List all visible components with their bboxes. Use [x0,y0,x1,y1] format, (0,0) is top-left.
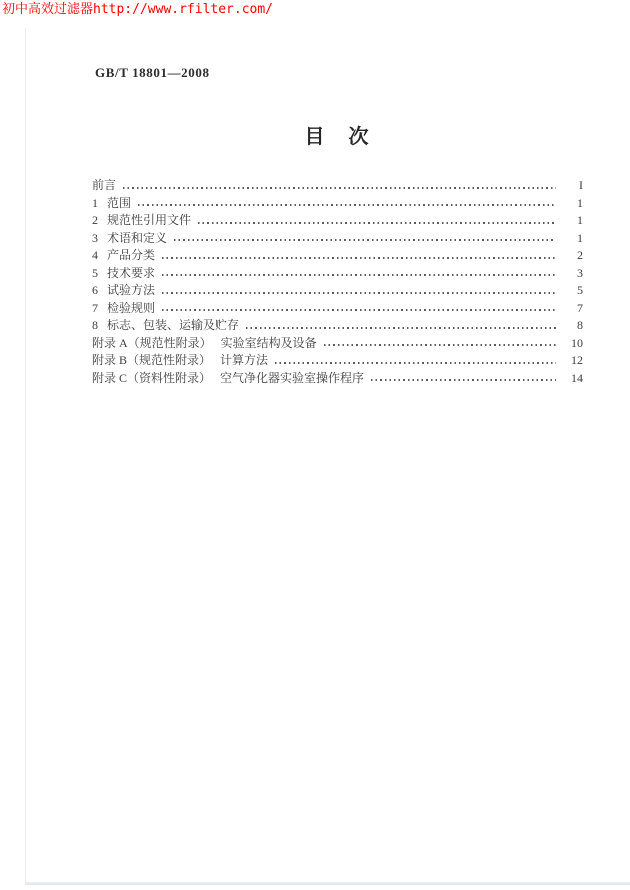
toc-entry-number: 7 [92,300,98,315]
toc-entry-page: 3 [577,265,583,280]
toc-entry-page: 5 [577,283,583,297]
toc-row-product-classification [92,246,583,264]
toc-entry-title: 标志、包装、运输及贮存 [107,318,240,332]
page-left-edge [25,28,26,884]
toc-row-technical-requirements [92,264,583,282]
toc-entry-title: 试验方法 [107,283,156,297]
watermark-text: 初中高效过滤器http://www.rfilter.com/ [2,2,274,17]
toc-entry-title: 计算方法 [220,353,269,367]
toc-dot-leader [138,204,556,206]
toc-entry-title: 产品分类 [107,248,156,262]
toc-row-marking-packaging [92,316,583,334]
toc-dot-leader [162,292,556,294]
page-bottom-edge [25,882,630,885]
toc-entry-title: 规范性引用文件 [107,213,192,227]
toc-entry-number: 附录 A（规范性附录） [92,335,212,350]
toc-entry-page: I [579,178,583,192]
toc-row-normative-references [92,211,583,229]
toc-entry-page: 7 [577,300,583,315]
toc-entry-title: 实验室结构及设备 [220,335,317,350]
toc-row-appendix-b [92,351,583,369]
toc-row-appendix-c [92,369,583,387]
toc-entry-page: 10 [571,335,583,350]
toc-dot-leader [246,327,556,329]
toc-entry-page: 1 [577,230,583,245]
toc-entry-number: 5 [92,265,98,280]
toc-row-appendix-a [92,334,583,352]
toc-dot-leader [162,274,556,276]
toc-dot-leader [174,239,556,241]
toc-entry-number: 6 [92,283,98,297]
toc-entry-title: 范围 [107,195,132,210]
toc-dot-leader [324,344,556,346]
toc-row-foreword [92,176,583,194]
toc-entry-page: 14 [571,370,583,385]
toc-entry-number: 附录 B（规范性附录） [92,353,212,367]
page-title: 目 次 [304,126,371,148]
standard-number: GB/T 18801—2008 [95,65,210,80]
toc-entry-page: 1 [577,213,583,227]
toc-entry-title: 空气净化器实验室操作程序 [220,370,365,385]
toc-row-terms-definitions [92,229,583,247]
toc-entry-page: 1 [577,195,583,210]
toc-dot-leader [371,379,556,381]
toc-entry-page: 12 [571,353,583,367]
toc-entry-number: 2 [92,213,98,227]
toc-dot-leader [198,222,556,224]
toc-entry-page: 8 [577,318,583,332]
toc-entry-page: 2 [577,248,583,262]
table-of-contents [92,176,583,386]
toc-dot-leader [275,362,556,364]
toc-dot-leader [162,309,556,311]
toc-entry-title: 前言 [92,178,117,192]
toc-dot-leader [162,257,556,259]
toc-entry-number: 1 [92,195,98,210]
toc-entry-title: 术语和定义 [107,230,168,245]
toc-entry-title: 技术要求 [107,265,156,280]
toc-entry-number: 8 [92,318,98,332]
toc-row-scope [92,194,583,212]
toc-entry-number: 4 [92,248,98,262]
toc-row-inspection-rules [92,299,583,317]
toc-row-test-methods [92,281,583,299]
toc-entry-title: 检验规则 [107,300,156,315]
toc-entry-number: 附录 C（资料性附录） [92,370,212,385]
toc-dot-leader [123,187,556,189]
toc-entry-number: 3 [92,230,98,245]
